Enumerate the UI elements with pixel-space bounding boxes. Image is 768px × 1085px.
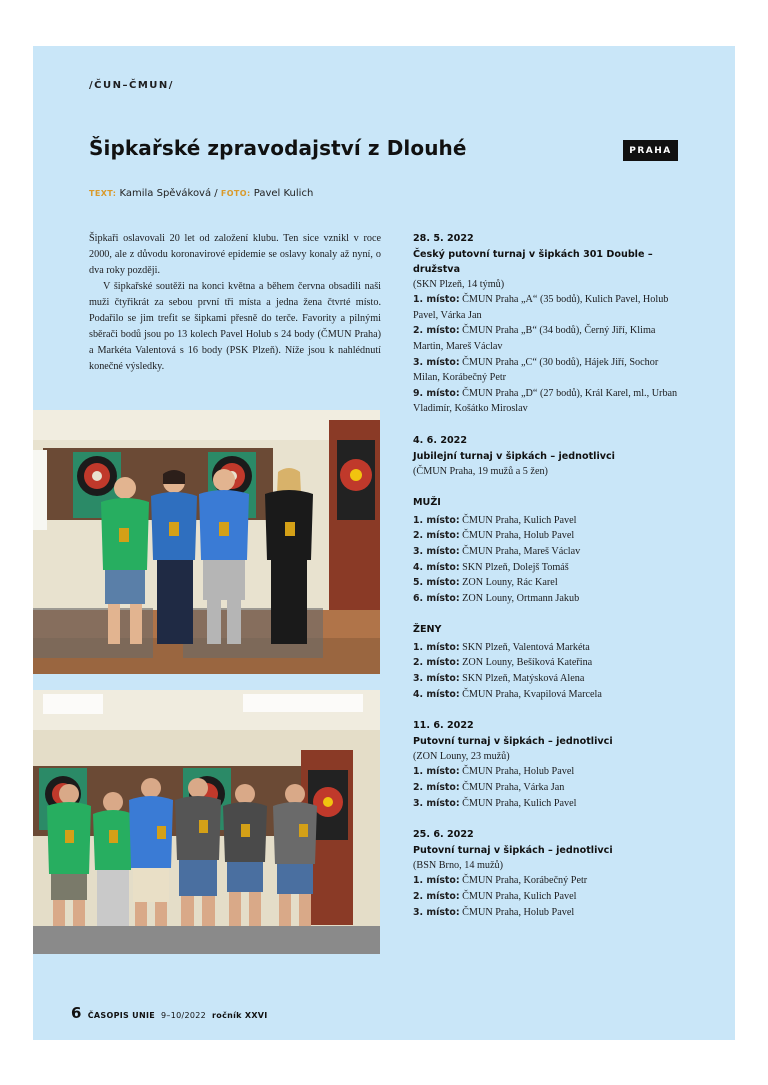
result-line	[413, 873, 685, 889]
tournament-result	[413, 827, 685, 920]
result-text: ČMUN Praha, Mareš Václav	[459, 545, 581, 557]
result-place: 1. místo:	[413, 514, 460, 526]
tournament-date: 25. 6. 2022	[413, 829, 474, 841]
result-text: SKN Plzeň, Dolejš Tomáš	[459, 561, 569, 573]
result-group	[413, 764, 685, 811]
result-line	[413, 655, 685, 671]
result-place: 2. místo:	[413, 782, 460, 794]
magazine-page	[33, 46, 735, 1040]
tournament-result	[413, 231, 685, 417]
result-text: ZON Louny, Bešíková Kateřina	[459, 657, 593, 669]
result-group	[413, 495, 685, 606]
result-line	[413, 560, 685, 576]
result-line	[413, 640, 685, 656]
tournament-info: (ZON Louny, 23 mužů)	[413, 750, 510, 762]
byline-text-label: TEXT:	[89, 189, 117, 198]
tournament-title: Putovní turnaj v šipkách – jednotlivci	[413, 844, 613, 856]
tournament-date: 28. 5. 2022	[413, 233, 474, 244]
volume: ročník XXVI	[212, 1011, 268, 1020]
result-text: ČMUN Praha „B“ (34 bodů), Černý Jiří, Klima Martin, Mareš Václav	[413, 325, 656, 352]
article-title: Šipkařské zpravodajství z Dlouhé	[89, 136, 467, 160]
tournament-info: (SKN Plzeň, 14 týmů)	[413, 278, 505, 290]
result-place: 1. místo:	[413, 294, 460, 306]
page-footer	[71, 1004, 268, 1022]
tournament-title: Jubilejní turnaj v šipkách – jednotlivci	[413, 450, 615, 462]
result-text: ČMUN Praha, Várka Jan	[459, 782, 565, 794]
result-text: ČMUN Praha „C“ (30 bodů), Hájek Jiří, Sochor Milan, Korábečný Petr	[413, 356, 659, 384]
result-place: 4. místo:	[413, 561, 460, 573]
result-line	[413, 544, 685, 560]
tournament-date: 11. 6. 2022	[413, 720, 474, 732]
result-line	[413, 355, 685, 386]
result-text: SKN Plzeň, Matýsková Alena	[459, 673, 585, 685]
result-place: 2. místo:	[413, 657, 460, 669]
result-line	[413, 591, 685, 607]
result-line	[413, 575, 685, 591]
result-text: ČMUN Praha, Kvapilová Marcela	[459, 688, 602, 700]
result-place: 2. místo:	[413, 325, 460, 337]
result-line	[413, 671, 685, 687]
issue-number: 9–10/2022	[161, 1011, 207, 1020]
result-line	[413, 889, 685, 905]
result-place: 2. místo:	[413, 891, 460, 902]
photo-women-team	[33, 410, 380, 674]
result-line	[413, 796, 685, 812]
result-place: 4. místo:	[413, 688, 460, 700]
result-group	[413, 292, 685, 417]
intro-paragraph: Šipkaři oslavovali 20 let od založení klubu. Ten sice vznikl v roce 2000, ale z důvodu koronavirové epidemie se oslavy konaly až nyní, o dva roky později.	[89, 233, 381, 276]
result-text: ČMUN Praha, Holub Pavel	[459, 766, 575, 778]
tournament-info: (ČMUN Praha, 19 mužů a 5 žen)	[413, 465, 548, 477]
result-line	[413, 513, 685, 529]
result-place: 5. místo:	[413, 577, 460, 589]
result-place: 9. místo:	[413, 387, 460, 399]
result-group-heading: ŽENY	[413, 624, 442, 636]
result-place: 1. místo:	[413, 641, 460, 653]
result-line	[413, 905, 685, 921]
result-line	[413, 323, 685, 354]
result-place: 3. místo:	[413, 545, 460, 557]
section-tag: /ČUN–ČMUN/	[89, 80, 174, 91]
result-place: 3. místo:	[413, 673, 460, 685]
result-text: ČMUN Praha, Holub Pavel	[459, 906, 575, 918]
tournament-title: Putovní turnaj v šipkách – jednotlivci	[413, 735, 613, 747]
result-text: ČMUN Praha „A“ (35 bodů), Kulich Pavel, Holub Pavel, Várka Jan	[413, 294, 669, 321]
result-line	[413, 780, 685, 796]
intro-text	[89, 231, 381, 375]
photo-men-team-illustration	[33, 690, 380, 954]
intro-paragraph: V šipkařské soutěži na konci května a během června obsadili naši muži čtyřikrát za sebou první tři místa a jedna žena čtvrté místo. Podařilo se jim trefit se šipkami přesně do terče. Favority a pilnými sběrači bodů jsou po 13 kolech Pavel Holub s 24 body (ČMUN Praha) a Markéta Valentová s 16 body (PSK Plzeň). Níže jsou k nahlédnutí konečné výsledky.	[89, 281, 381, 372]
result-place: 3. místo:	[413, 356, 460, 368]
result-text: ČMUN Praha, Holub Pavel	[459, 530, 575, 542]
byline	[89, 188, 313, 199]
location-badge: PRAHA	[623, 140, 678, 161]
result-line	[413, 386, 685, 417]
tournament-info: (BSN Brno, 14 mužů)	[413, 859, 503, 871]
result-group	[413, 873, 685, 920]
result-text: ZON Louny, Ortmann Jakub	[459, 592, 580, 604]
result-text: ZON Louny, Rác Karel	[459, 577, 558, 589]
magazine-name: ČASOPIS UNIE	[87, 1011, 155, 1020]
result-text: ČMUN Praha, Korábečný Petr	[459, 875, 588, 887]
result-text: ČMUN Praha, Kulich Pavel	[459, 514, 577, 526]
result-text: ČMUN Praha, Kulich Pavel	[459, 891, 577, 902]
result-line	[413, 764, 685, 780]
result-group-heading: MUŽI	[413, 497, 441, 509]
result-group	[413, 622, 685, 702]
byline-photo-label: FOTO:	[220, 189, 251, 198]
tournament-title: Český putovní turnaj v šipkách 301 Double – družstva	[413, 248, 653, 275]
result-place: 3. místo:	[413, 797, 460, 809]
page-number: 6	[71, 1004, 82, 1022]
result-line	[413, 292, 685, 323]
result-place: 2. místo:	[413, 530, 460, 542]
byline-author: Kamila Spěváková	[119, 188, 212, 199]
tournament-result	[413, 718, 685, 811]
result-text: ČMUN Praha, Kulich Pavel	[459, 797, 577, 809]
result-place: 1. místo:	[413, 766, 460, 778]
byline-photographer: Pavel Kulich	[253, 188, 314, 199]
results-column	[413, 231, 685, 936]
tournament-date: 4. 6. 2022	[413, 434, 468, 446]
result-place: 1. místo:	[413, 875, 460, 887]
result-line	[413, 528, 685, 544]
result-place: 3. místo:	[413, 906, 460, 918]
byline-separator: /	[211, 188, 221, 199]
result-text: SKN Plzeň, Valentová Markéta	[459, 641, 590, 653]
result-line	[413, 687, 685, 703]
result-place: 6. místo:	[413, 592, 460, 604]
photo-women-team-illustration	[33, 410, 380, 674]
result-text: ČMUN Praha „D“ (27 bodů), Král Karel, ml., Urban Vladimír, Košátko Miroslav	[413, 387, 678, 415]
photo-men-team	[33, 690, 380, 954]
tournament-result	[413, 433, 685, 702]
